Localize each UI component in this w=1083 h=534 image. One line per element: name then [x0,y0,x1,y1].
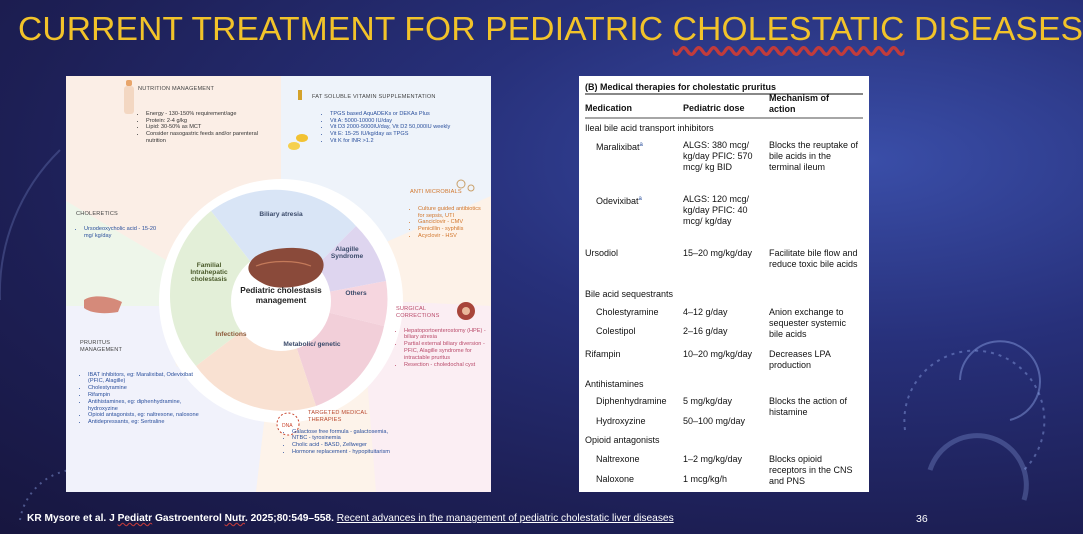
med-naltrexone: Naltrexone [596,454,640,464]
pruritus-therapy-table [579,76,869,492]
antimicrobials-item: • Acyclovir - HSV [418,233,486,240]
mech-maralixibat: Blocks the reuptake of bile acids in the terminal ileum [769,140,859,172]
pruritus-section [80,340,205,426]
management-figure [66,76,491,492]
center-label: Pediatric cholestasis management [240,286,322,305]
dose-ursodiol: 15–20 mg/kg/day [683,248,753,258]
mech-naltrexone: Blocks opioid receptors in the CNS and PNS [769,454,853,486]
nutrition-heading: NUTRITION MANAGEMENT [138,86,215,92]
choleretics-heading: CHOLERETICS [76,211,118,217]
dose-cholestyramine: 4–12 g/day [683,307,728,317]
surgical-item: • Resection - choledochal cyst [404,362,486,369]
targeted-item: • Hormone replacement - hypopituitarism [292,449,391,456]
dose-hydroxyzine: 50–100 mg/day [683,416,746,426]
ring-familial: Familial Intrahepatic cholestasis [190,262,228,283]
pruritus-item: • Antidepressants, eg: Sertraline [88,419,205,426]
vitamin-item: • TPGS based AquADEKs or DEKAs Plus [330,111,472,118]
med-rifampin: Rifampin [585,349,621,359]
med-diphenhydramine: Diphenhydramine [596,396,667,406]
antimicrobials-section [410,189,486,240]
pruritus-item: • Cholestyramine [88,385,205,392]
ring-metabolic: Metabolic/ genetic [283,341,341,348]
svg-text:DNA: DNA [282,423,293,429]
vitamin-item: • Vit A: 5000-10000 IU/day [330,118,472,125]
header-medication: Medication [585,103,633,113]
pruritus-item: • Opioid antagonists, eg: naltrexone, naloxone [88,412,205,419]
targeted-item: • Galactose free formula - galactosemia, [292,429,391,436]
title-underlined-word: CHOLESTATIC [672,11,905,48]
vitamin-item: • Vit E: 15-25 IU/kg/day as TPGS [330,131,472,138]
pruritus-item: • Rifampin [88,392,205,399]
dose-odevixibat: ALGS: 120 mcg/ kg/day PFIC: 40 mcg/ kg/day [683,194,750,226]
choleretics-section [76,211,161,239]
article-link[interactable]: Recent advances in the management of pediatric cholestatic liver diseases [336,513,674,524]
ring-biliary-atresia: Biliary atresia [259,211,303,218]
vitamin-item: • Vit K for INR >1.2 [330,138,472,145]
med-odevixibat: Odevixibat$^a$ [596,196,642,206]
ring-infections: Infections [215,331,247,338]
pruritus-item: • IBAT inhibitors, eg: Maralixibat, Odevixibat (PFIC, Alagille) [88,372,205,386]
table-caption: (B) Medical therapies for cholestatic pruritus [585,82,777,92]
ring-alagille: Alagille Syndrome [330,246,364,260]
med-colestipol: Colestipol [596,326,636,336]
targeted-item: • NTBC - tyrosinemia [292,435,391,442]
surgical-heading: SURGICAL CORRECTIONS [396,306,440,319]
targeted-heading: TARGETED MEDICAL THERAPIES [308,410,368,423]
med-maralixibat: Maralixibat$^a$ [596,142,643,152]
nutrition-item: • Lipid: 30-50% as MCT [146,124,258,131]
surgical-item: • Hepatoportoenterostomy (HPE) - biliary atresia [404,328,486,342]
nutrition-item: • Protein: 2-4 g/kg [146,118,258,125]
antimicrobials-item: • Penicillin - syphilis [418,226,486,233]
nutrition-item: • Energy - 130-150% requirement/age [146,111,258,118]
dose-colestipol: 2–16 g/day [683,326,728,336]
mech-rifampin: Decreases LPA production [769,349,831,370]
mech-ursodiol: Facilitate bile flow and reduce toxic bile acids [769,248,858,269]
dose-naltrexone: 1–2 mg/kg/day [683,454,743,464]
antimicrobials-heading: ANTI MICROBIALS [410,189,462,195]
dose-naloxone: 1 mcg/kg/h [683,474,728,484]
group-sequestrants: Bile acid sequestrants [585,289,674,299]
group-antihistamines: Antihistamines [585,379,644,389]
pruritus-heading: PRURITUS MANAGEMENT [80,340,123,353]
vitamin-heading: FAT SOLUBLE VITAMIN SUPPLEMENTATION [312,94,436,100]
surgical-item: • Partial external biliary diversion - PFIC, Alagille syndrome for intractable pruritus [404,341,486,361]
med-hydroxyzine: Hydroxyzine [596,416,646,426]
slide-title: CURRENT TREATMENT FOR PEDIATRIC CHOLESTATIC DISEASES [18,11,1083,48]
choleretics-item: • Ursodeoxycholic acid - 15-20 mg/ kg/day [84,226,161,240]
header-mechanism: Mechanism of action [769,93,830,114]
vitamin-item: • Vit D3 2000-5000IU/day, Vit D2 50,000IU weekly [330,124,472,131]
dose-diphenhydramine: 5 mg/kg/day [683,396,733,406]
group-ibat: Ileal bile acid transport inhibitors [585,123,714,133]
nutrition-item: • Consider nasogastric feeds and/or parenteral nutrition [146,131,258,145]
header-dose: Pediatric dose [683,103,745,113]
med-naloxone: Naloxone [596,474,635,484]
mech-cholestyramine: Anion exchange to sequester systemic bile acids [769,307,847,339]
targeted-section [276,410,391,456]
antimicrobials-item: • Culture guided antibiotics for sepsis, UTI [418,206,486,220]
nutrition-section [138,86,258,145]
mech-diphenhydramine: Blocks the action of histamine [769,396,848,417]
med-cholestyramine: Cholestyramine [596,307,659,317]
dose-maralixibat: ALGS: 380 mcg/ kg/day PFIC: 570 mcg/ kg BID [683,140,753,172]
ring-others: Others [345,290,367,297]
antimicrobials-item: • Ganciclovir - CMV [418,219,486,226]
surgical-section [396,306,486,368]
page-number: 36 [916,513,928,525]
med-ursodiol: Ursodiol [585,248,619,258]
group-opioid: Opioid antagonists [585,435,660,445]
pruritus-item: • Antihistamines, eg: diphenhydramine, hydroxyzine [88,399,205,413]
vitamin-section [312,94,472,145]
table-rules [579,76,869,492]
citation-footer: KR Mysore et al. J Pediatr Gastroenterol Nutr. 2025;80:549–558. Recent advances in the management of pediatric cholestatic liver diseases [27,513,674,524]
dose-rifampin: 10–20 mg/kg/day [683,349,753,359]
targeted-item: • Cholic acid - BASD, Zellweger [292,442,391,449]
